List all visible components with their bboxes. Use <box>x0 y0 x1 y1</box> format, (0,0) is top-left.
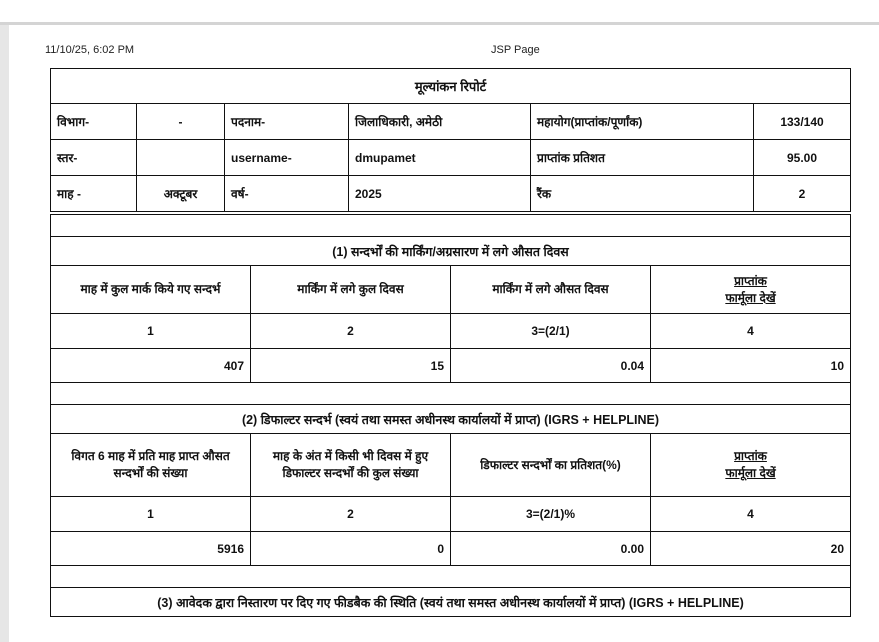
section-1-header-1: माह में कुल मार्क किये गए सन्दर्भ <box>51 266 251 314</box>
section-2-header-3: डिफाल्टर सन्दर्भों का प्रतिशत(%) <box>451 434 651 497</box>
section-2-header-2: माह के अंत में किसी भी दिवस में हुए डिफाल्टर सन्दर्भों की कुल संख्या <box>251 434 451 497</box>
section-1-table <box>50 214 851 617</box>
username-label: username- <box>225 140 349 176</box>
section-2-value: 0 <box>251 532 451 566</box>
month-label: माह - <box>51 176 137 212</box>
section-1-link-score: प्राप्तांक <box>734 273 767 288</box>
section-2-header-4 <box>651 434 851 497</box>
year-value: 2025 <box>349 176 531 212</box>
score-percent-label: प्राप्तांक प्रतिशत <box>531 140 754 176</box>
section-1-col-number: 3=(2/1) <box>451 314 651 349</box>
section-1-formula-link[interactable] <box>725 274 775 305</box>
info-row-department <box>51 104 851 140</box>
section-2-col-number: 2 <box>251 497 451 532</box>
top-margin <box>0 0 879 22</box>
section-2-link-formula: फार्मूला देखें <box>725 466 776 480</box>
print-page-title: JSP Page <box>491 44 540 56</box>
section-1-header-2: मार्किंग में लगे कुल दिवस <box>251 266 451 314</box>
year-label: वर्ष- <box>225 176 349 212</box>
section-2-col-number: 1 <box>51 497 251 532</box>
total-score-label: महायोग(प्राप्तांक/पूर्णांक) <box>531 104 754 140</box>
section-1-col-number: 1 <box>51 314 251 349</box>
total-score-value: 133/140 <box>754 104 851 140</box>
section-1-col-number: 4 <box>651 314 851 349</box>
section-2-header-1: विगत 6 माह में प्रति माह प्राप्त औसत सन्दर्भों की संख्या <box>51 434 251 497</box>
spacer-row <box>51 566 851 588</box>
section-2-number-row <box>51 497 851 532</box>
section-2-value: 5916 <box>51 532 251 566</box>
section-1-link-formula: फार्मूला देखें <box>725 290 776 305</box>
section-1-title: (1) सन्दर्भों की मार्किंग/अग्रसारण में लगे औसत दिवस <box>51 237 851 266</box>
department-value: - <box>137 104 225 140</box>
section-1-col-number: 2 <box>251 314 451 349</box>
username-value: dmupamet <box>349 140 531 176</box>
designation-value: जिलाधिकारी, अमेठी <box>349 104 531 140</box>
section-1-value: 407 <box>51 349 251 383</box>
section-1-value: 0.04 <box>451 349 651 383</box>
spacer-row <box>51 383 851 405</box>
section-2-link-score: प्राप्तांक <box>734 449 767 463</box>
print-datetime: 11/10/25, 6:02 PM <box>45 44 135 56</box>
info-row-level <box>51 140 851 176</box>
section-2-value: 0.00 <box>451 532 651 566</box>
score-percent-value: 95.00 <box>754 140 851 176</box>
report-title: मूल्यांकन रिपोर्ट <box>51 69 851 104</box>
level-label: स्तर- <box>51 140 137 176</box>
section-2-col-number: 3=(2/1)% <box>451 497 651 532</box>
evaluation-report-table <box>50 68 851 212</box>
department-label: विभाग- <box>51 104 137 140</box>
month-value: अक्टूबर <box>137 176 225 212</box>
viewer-left-gutter <box>0 25 9 642</box>
section-2-title: (2) डिफाल्टर सन्दर्भ (स्वयं तथा समस्त अधीनस्थ कार्यालयों में प्राप्त) (IGRS + HELPLINE) <box>51 405 851 434</box>
section-1-header-row <box>51 266 851 314</box>
section-1-value: 10 <box>651 349 851 383</box>
rank-value: 2 <box>754 176 851 212</box>
section-1-header-3: मार्किंग में लगे औसत दिवस <box>451 266 651 314</box>
level-value <box>137 140 225 176</box>
section-1-value: 15 <box>251 349 451 383</box>
designation-label: पदनाम- <box>225 104 349 140</box>
section-3-title: (3) आवेदक द्वारा निस्तारण पर दिए गए फीडबैक की स्थिति (स्वयं तथा समस्त अधीनस्थ कार्यालयों में प्राप्त) (IGRS + HELPLINE) <box>51 588 851 617</box>
section-1-header-4 <box>651 266 851 314</box>
rank-label: रैंक <box>531 176 754 212</box>
section-1-number-row <box>51 314 851 349</box>
section-2-header-row <box>51 434 851 497</box>
section-2-data-row <box>51 532 851 566</box>
info-row-month <box>51 176 851 212</box>
section-2-value: 20 <box>651 532 851 566</box>
section-2-col-number: 4 <box>651 497 851 532</box>
section-1-data-row <box>51 349 851 383</box>
section-2-formula-link[interactable] <box>725 449 775 480</box>
spacer-row <box>51 215 851 237</box>
